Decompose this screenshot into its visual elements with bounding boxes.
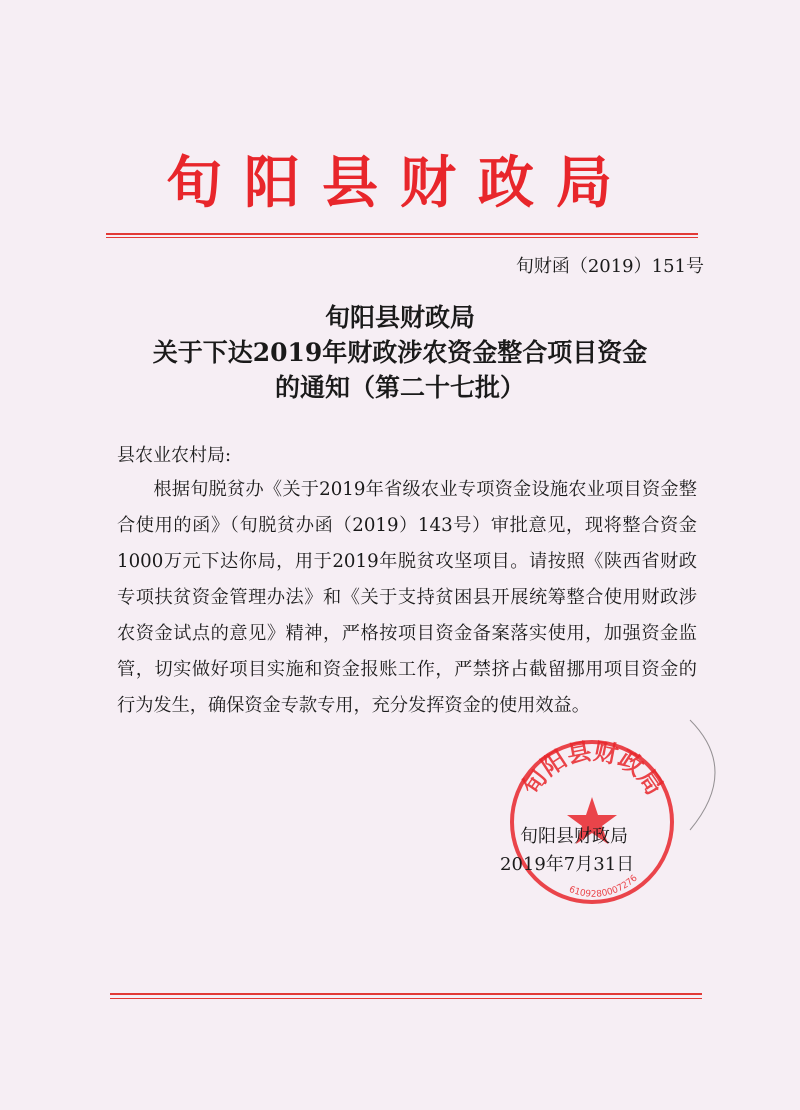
body-paragraph: 根据旬脱贫办《关于2019年省级农业专项资金设施农业项目资金整合使用的函》（旬脱贫办函（2019）143号）审批意见，现将整合资金1000万元下达你局，用于2019年脱贫攻坚项目。请按照《陕西省财政专项扶贫资金管理办法》和《关于支持贫困县开展统筹整合使用财政涉农资金试点的意见》精神，严格按项目资金备案落实使用，加强资金监管，切实做好项目实施和资金报账工作，严禁挤占截留挪用项目资金的行为发生，确保资金专款专用，充分发挥资金的使用效益。 xyxy=(117,479,697,716)
top-red-rule-thin xyxy=(106,237,698,238)
signing-date: 2019年7月31日 xyxy=(500,854,635,875)
title-line-1: 旬阳县财政局 xyxy=(324,303,475,332)
top-red-rule xyxy=(106,233,698,235)
title-line-2: 关于下达2019年财政涉农资金整合项目资金 xyxy=(152,338,648,367)
seal-name-path: 旬阳县财政局 xyxy=(516,737,669,801)
seal-name-text xyxy=(516,737,668,800)
title-line-3: 的通知（第二十七批） xyxy=(274,373,525,402)
document-number: 旬财函（2019）151号 xyxy=(515,256,704,277)
seal-code-path: 6109280007276 xyxy=(567,873,640,900)
bottom-red-rule xyxy=(110,993,702,995)
seal-code-text xyxy=(567,873,639,899)
signer: 旬阳县财政局 xyxy=(520,826,628,847)
bottom-red-rule-thin xyxy=(110,998,702,999)
recipient: 县农业农村局: xyxy=(117,445,232,466)
masthead-title: 旬阳县财政局 xyxy=(166,150,634,216)
document-title xyxy=(100,300,700,405)
